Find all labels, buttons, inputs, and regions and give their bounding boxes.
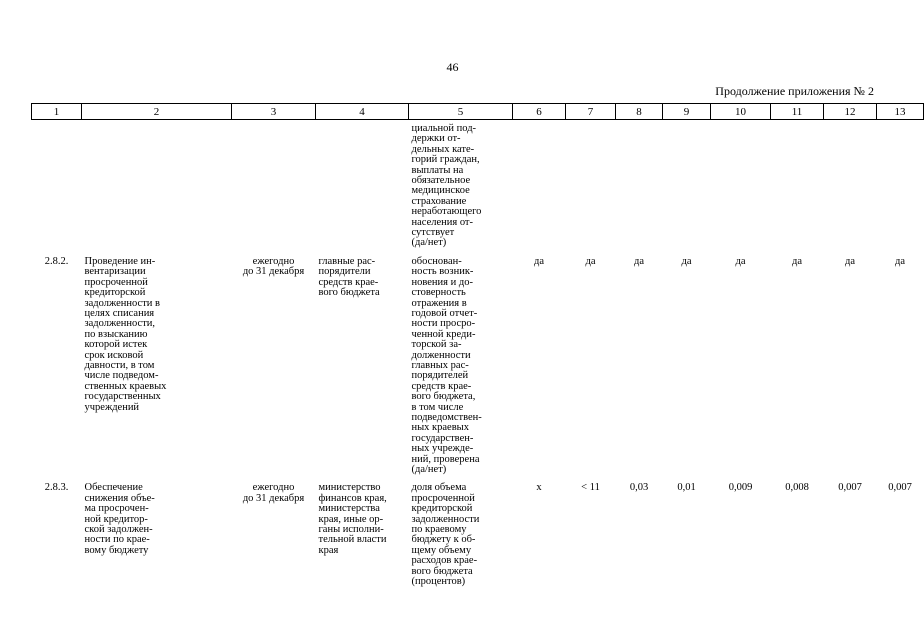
column-header: 5 bbox=[409, 104, 513, 120]
value-cell: 0,008 bbox=[785, 482, 809, 494]
value-cell: да bbox=[633, 255, 644, 267]
item-number bbox=[32, 120, 82, 257]
item-indicator: обоснован- ность возник- новения и до- стоверность отражения в годовой отчет- ности просро- ченной креди- торской за- долженности главных рас- порядителей средств крае- вого бюджета, в том числе подведомствен- ных краевых государствен- ных учрежде- ний, проверена (да/нет) bbox=[411, 255, 482, 475]
column-header: 10 bbox=[711, 104, 771, 120]
item-executor bbox=[316, 120, 409, 257]
value-cell: 0,007 bbox=[888, 482, 912, 494]
value-cell: 0,03 bbox=[629, 482, 649, 494]
value-cell: 0,009 bbox=[728, 482, 753, 494]
item-deadline bbox=[232, 120, 316, 257]
page-number: 46 bbox=[446, 60, 459, 74]
column-header: 13 bbox=[877, 104, 924, 120]
value-cell: 0,007 bbox=[838, 482, 862, 494]
item-number: 2.8.3. bbox=[44, 482, 69, 494]
value-cell bbox=[616, 120, 663, 257]
table-row bbox=[32, 257, 924, 484]
value-cell bbox=[824, 120, 877, 257]
value-cell: да bbox=[735, 255, 746, 267]
column-header: 12 bbox=[824, 104, 877, 120]
column-header: 2 bbox=[82, 104, 232, 120]
item-executor: главные рас- порядители средств крае- вого бюджета bbox=[318, 255, 380, 299]
value-cell: < 11 bbox=[581, 482, 600, 494]
table-row bbox=[32, 120, 924, 257]
value-cell: да bbox=[894, 255, 905, 267]
table-header-row bbox=[32, 104, 924, 120]
item-name: Обеспечение снижения объе- ма просрочен- ной кредитор- ской задолжен- ности по крае- вому бюджету bbox=[84, 482, 155, 556]
item-indicator: циальной под- держки от- дельных кате- горий граждан, выплаты на обязательное медицинское страхование неработающего населения от- сутствует (да/нет) bbox=[411, 123, 482, 249]
value-cell bbox=[513, 120, 566, 257]
item-name: Проведение ин- вентаризации просроченной кредиторской задолженности в целях списания задолженности, по взысканию которой истек срок исковой давности, в том числе подведом- ственных краевых государственных учреждений bbox=[84, 255, 167, 413]
item-number: 2.8.2. bbox=[44, 255, 69, 267]
column-header: 7 bbox=[566, 104, 616, 120]
item-deadline: ежегодно до 31 декабря bbox=[242, 482, 305, 504]
column-header: 6 bbox=[513, 104, 566, 120]
value-cell bbox=[663, 120, 711, 257]
item-executor: министерство финансов края, министерства края, иные ор- ганы исполни- тельной власти края bbox=[318, 482, 387, 556]
value-cell: да bbox=[681, 255, 692, 267]
value-cell bbox=[566, 120, 616, 257]
value-cell: x bbox=[536, 482, 542, 494]
value-cell bbox=[711, 120, 771, 257]
item-name bbox=[82, 120, 232, 257]
continuation-label: Продолжение приложения № 2 bbox=[715, 84, 874, 98]
item-indicator: доля объема просроченной кредиторской задолженности по краевому бюджету к об- щему объему расходов крае- вого бюджета (процентов) bbox=[411, 482, 480, 588]
table-row bbox=[32, 483, 924, 587]
value-cell: да bbox=[585, 255, 596, 267]
value-cell: да bbox=[533, 255, 544, 267]
value-cell bbox=[771, 120, 824, 257]
column-header: 9 bbox=[663, 104, 711, 120]
column-header: 8 bbox=[616, 104, 663, 120]
column-header: 4 bbox=[316, 104, 409, 120]
plan-table bbox=[31, 103, 924, 587]
value-cell: да bbox=[844, 255, 855, 267]
item-deadline: ежегодно до 31 декабря bbox=[242, 255, 305, 278]
column-header: 1 bbox=[32, 104, 82, 120]
column-header: 3 bbox=[232, 104, 316, 120]
value-cell bbox=[877, 120, 924, 257]
column-header: 11 bbox=[771, 104, 824, 120]
value-cell: 0,01 bbox=[677, 482, 696, 494]
value-cell: да bbox=[791, 255, 802, 267]
